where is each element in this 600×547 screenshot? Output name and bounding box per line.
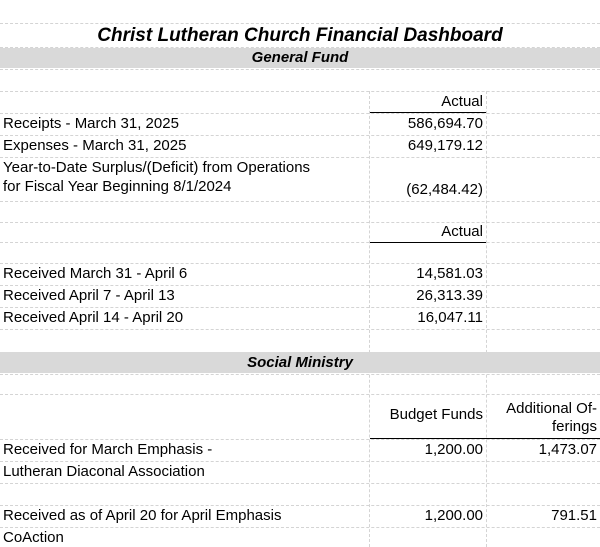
gridline — [0, 527, 600, 528]
row-value: 16,047.11 — [417, 309, 483, 326]
april-emphasis-label-line1: Received as of April 20 for April Emphasis — [3, 507, 282, 524]
march-emphasis-label-line2: Lutheran Diaconal Association — [3, 463, 205, 480]
row-value: 649,179.12 — [407, 137, 483, 154]
row-label: Expenses - March 31, 2025 — [3, 137, 187, 154]
ytd-label-line2: for Fiscal Year Beginning 8/1/2024 — [3, 178, 232, 195]
column-header-actual: Actual — [441, 93, 483, 110]
column-divider — [486, 91, 487, 547]
march-additional-value: 1,473.07 — [538, 441, 597, 458]
row-label: Received March 31 - April 6 — [3, 265, 188, 282]
header-underline — [370, 438, 600, 439]
row-value: 586,694.70 — [407, 115, 483, 132]
row-label: Received April 7 - April 13 — [3, 287, 175, 304]
header-underline — [370, 112, 486, 113]
row-value: 26,313.39 — [416, 287, 483, 304]
gridline — [0, 242, 600, 243]
row-label: Receipts - March 31, 2025 — [3, 115, 179, 132]
column-header-budget-funds: Budget Funds — [389, 406, 483, 423]
gridline — [0, 113, 600, 114]
gridline — [0, 461, 600, 462]
gridline — [0, 374, 600, 375]
page-title: Christ Lutheran Church Financial Dashboard — [97, 25, 503, 46]
row-value: 14,581.03 — [416, 265, 483, 282]
gridline — [0, 201, 600, 202]
april-budget-value: 1,200.00 — [424, 507, 483, 524]
april-emphasis-label-line2: CoAction — [3, 529, 64, 546]
gridline — [0, 222, 600, 223]
gridline — [0, 263, 600, 264]
section-heading-general-fund: General Fund — [251, 49, 349, 66]
column-header-additional-offerings-line1: Additional Of- — [506, 400, 597, 417]
header-underline — [370, 242, 486, 243]
gridline — [0, 394, 600, 395]
gridline — [0, 483, 600, 484]
column-header-actual: Actual — [441, 223, 483, 240]
ytd-value: (62,484.42) — [406, 181, 483, 198]
march-emphasis-label-line1: Received for March Emphasis - — [3, 441, 213, 458]
gridline — [0, 439, 600, 440]
gridline — [0, 157, 600, 158]
column-header-additional-offerings-line2: ferings — [551, 418, 597, 435]
section-heading-social-ministry: Social Ministry — [247, 354, 353, 371]
april-additional-value: 791.51 — [551, 507, 597, 524]
gridline — [0, 307, 600, 308]
gridline — [0, 285, 600, 286]
row-label: Received April 14 - April 20 — [3, 309, 184, 326]
gridline — [0, 505, 600, 506]
march-budget-value: 1,200.00 — [424, 441, 483, 458]
gridline — [0, 23, 600, 24]
gridline — [0, 135, 600, 136]
gridline — [0, 91, 600, 92]
ytd-label-line1: Year-to-Date Surplus/(Deficit) from Operations — [3, 159, 311, 176]
gridline — [0, 329, 600, 330]
gridline — [0, 69, 600, 70]
